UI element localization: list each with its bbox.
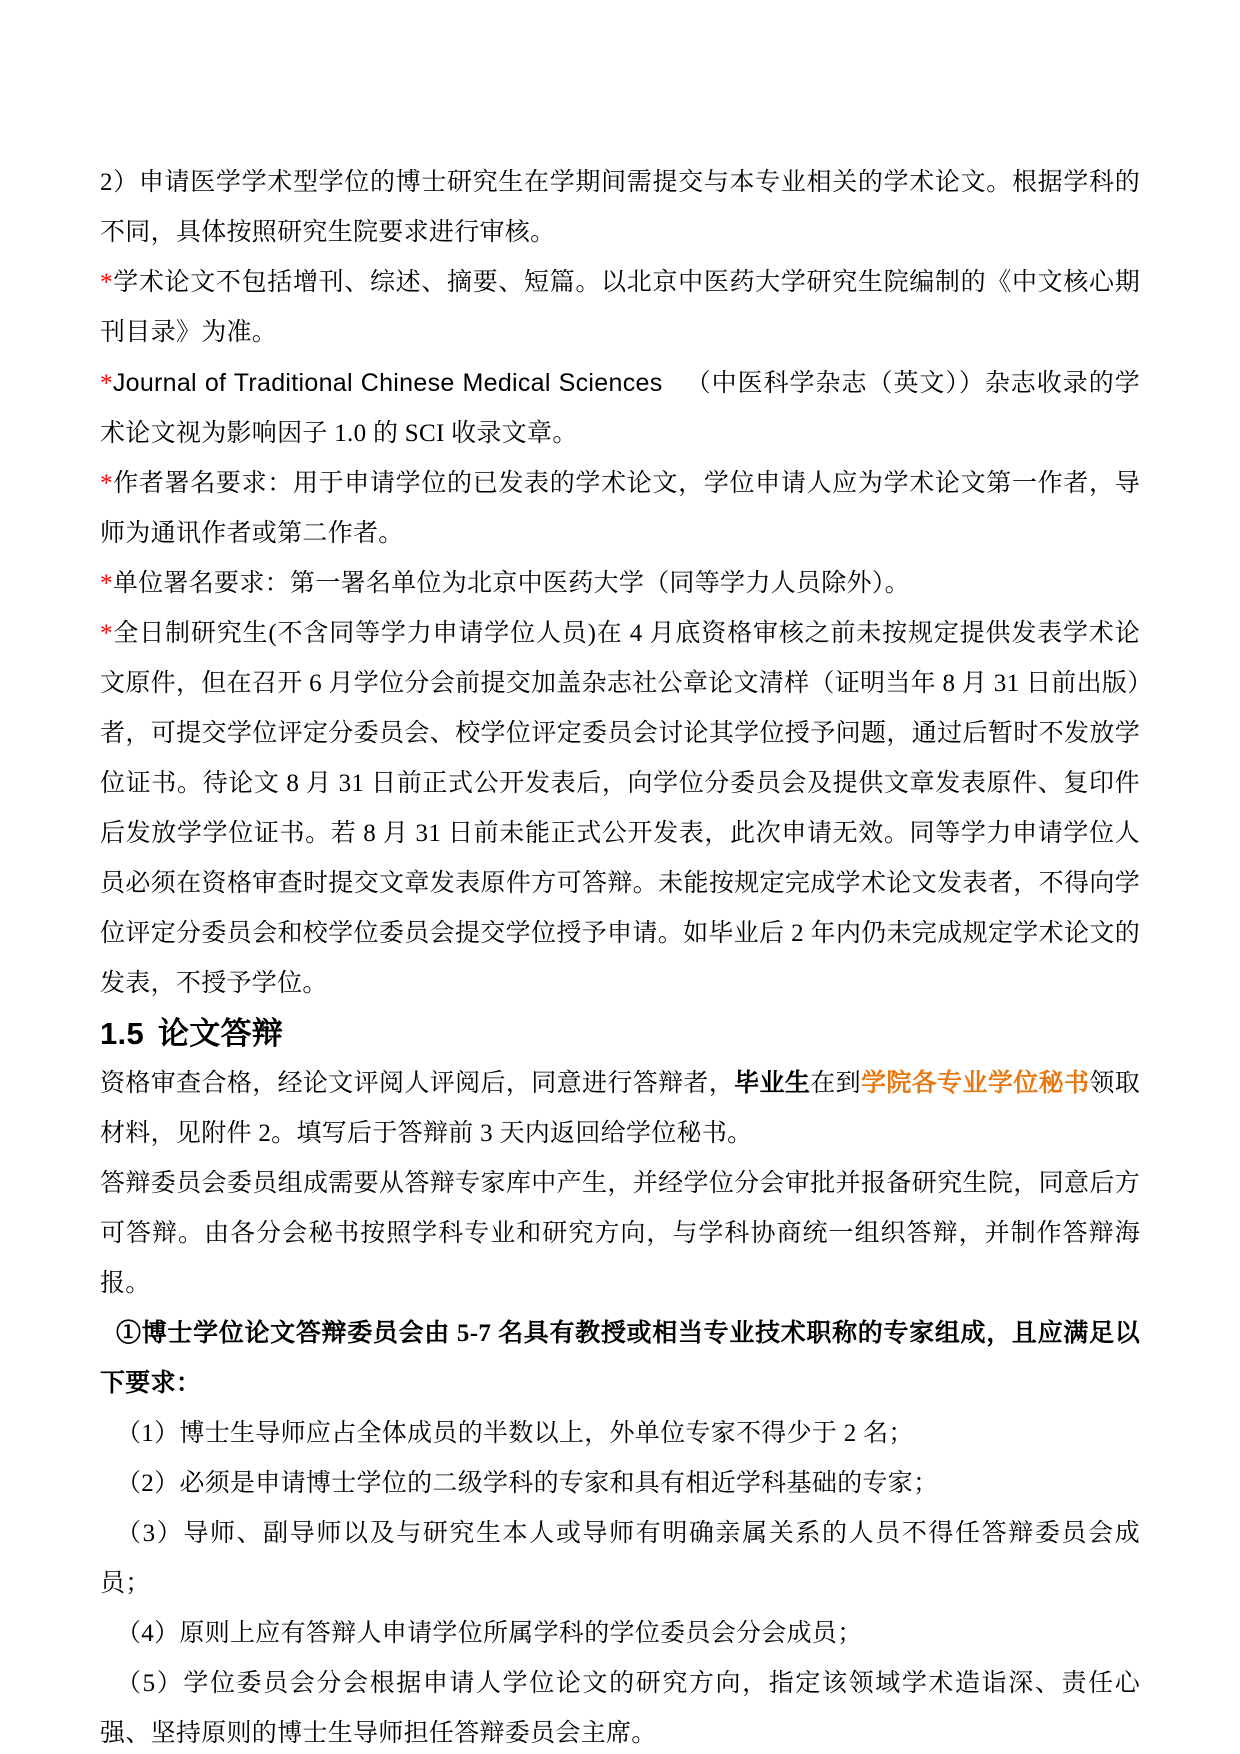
degree-secretary-highlight-text: 学院各专业学位秘书 <box>861 1070 1090 1097</box>
note-jtcms-journal <box>100 358 1140 459</box>
graduate-emphasis-text: 毕业生 <box>734 1070 811 1097</box>
body-text: 单位署名要求：第一署名单位为北京中医药大学（同等学力人员除外）。 <box>112 570 910 597</box>
body-text: （2）必须是申请博士学位的二级学科的专家和具有相近学科基础的专家； <box>116 1470 939 1497</box>
section-title: 论文答辩 <box>158 1016 284 1051</box>
body-text: （5）学位委员会分会根据申请人学位论文的研究方向，指定该领域学术造诣深、责任心强、坚持原则的博士生导师担任答辩委员会主席。 <box>100 1670 1140 1747</box>
journal-name-english: Journal of Traditional Chinese Medical Sciences <box>112 369 663 397</box>
body-text: 答辩委员会委员组成需要从答辩专家库中产生，并经学位分会审批并报备研究生院，同意后方可答辩。由各分会秘书按照学科专业和研究方向，与学科协商统一组织答辩，并制作答辩海报。 <box>100 1170 1140 1297</box>
para-defense-committee-formation <box>100 1159 1140 1309</box>
red-asterisk: * <box>100 269 113 296</box>
body-text: （中医科学杂志（英文））杂志收录的学术论文视为影响因子 1.0 的 SCI 收录文章。 <box>100 370 1140 447</box>
list-item-3 <box>100 1509 1140 1609</box>
note-affiliation-signature <box>100 559 1140 609</box>
body-text: （1）博士生导师应占全体成员的半数以上，外单位专家不得少于 2 名； <box>116 1420 914 1447</box>
para-committee-composition-requirement <box>100 1309 1140 1409</box>
body-text: 在到 <box>810 1070 862 1097</box>
body-text: 2）申请医学学术型学位的博士研究生在学期间需提交与本专业相关的学术论文。根据学科的不同，具体按照研究生院要求进行审核。 <box>100 169 1140 246</box>
body-text-bold: ①博士学位论文答辩委员会由 5-7 名具有教授或相当专业技术职称的专家组成，且应满足以下要求： <box>100 1320 1140 1397</box>
body-text: 全日制研究生(不含同等学力申请学位人员)在 4 月底资格审核之前未按规定提供发表学术论文原件，但在召开 6 月学位分会前提交加盖杂志社公章论文清样（证明当年 8 月 31 日前出版）者，可提交学位评定分委员会、校学位评定委员会讨论其学位授予问题，通过后暂时不发放学位证书。待论文 8 月 31 日前正式公开发表后，向学位分委员会及提供文章发表原件、复印件后发放学学位证书。若 8 月 31 日前未能正式公开发表，此次申请无效。同等学力申请学位人员必须在资格审查时提交文章发表原件方可答辩。未能按规定完成学术论文发表者，不得向学位评定分委员会和校学位委员会提交学位授予申请。如毕业后 2 年内仍未完成规定学术论文的发表，不授予学位。 <box>100 620 1140 997</box>
section-number: 1.5 <box>100 1016 144 1051</box>
list-item-4 <box>100 1609 1140 1659</box>
note-fulltime-publication-rule <box>100 609 1140 1009</box>
para-defense-materials <box>100 1059 1140 1159</box>
red-asterisk: * <box>100 570 113 597</box>
note-journal-scope <box>100 258 1140 358</box>
body-text: （4）原则上应有答辩人申请学位所属学科的学位委员会分会成员； <box>116 1620 863 1647</box>
section-heading-thesis-defense <box>100 1009 1140 1059</box>
list-item-2 <box>100 1459 1140 1509</box>
body-text: 作者署名要求：用于申请学位的已发表的学术论文，学位申请人应为学术论文第一作者，导师为通讯作者或第二作者。 <box>100 470 1140 547</box>
body-text: 学术论文不包括增刊、综述、摘要、短篇。以北京中医药大学研究生院编制的《中文核心期刊目录》为准。 <box>100 269 1140 346</box>
list-item-1 <box>100 1409 1140 1459</box>
red-asterisk: * <box>100 370 113 397</box>
note-author-signature <box>100 459 1140 559</box>
list-item-5 <box>100 1659 1140 1754</box>
red-asterisk: * <box>100 620 113 647</box>
body-text: （3）导师、副导师以及与研究生本人或导师有明确亲属关系的人员不得任答辩委员会成员； <box>100 1520 1140 1597</box>
red-asterisk: * <box>100 470 113 497</box>
para-phd-paper-requirement <box>100 158 1140 258</box>
body-text: 资格审查合格，经论文评阅人评阅后，同意进行答辩者， <box>100 1070 735 1097</box>
body-text: 领取材料，见附件 2。填写后于答辩前 3 天内返回给学位秘书。 <box>100 1070 1140 1147</box>
